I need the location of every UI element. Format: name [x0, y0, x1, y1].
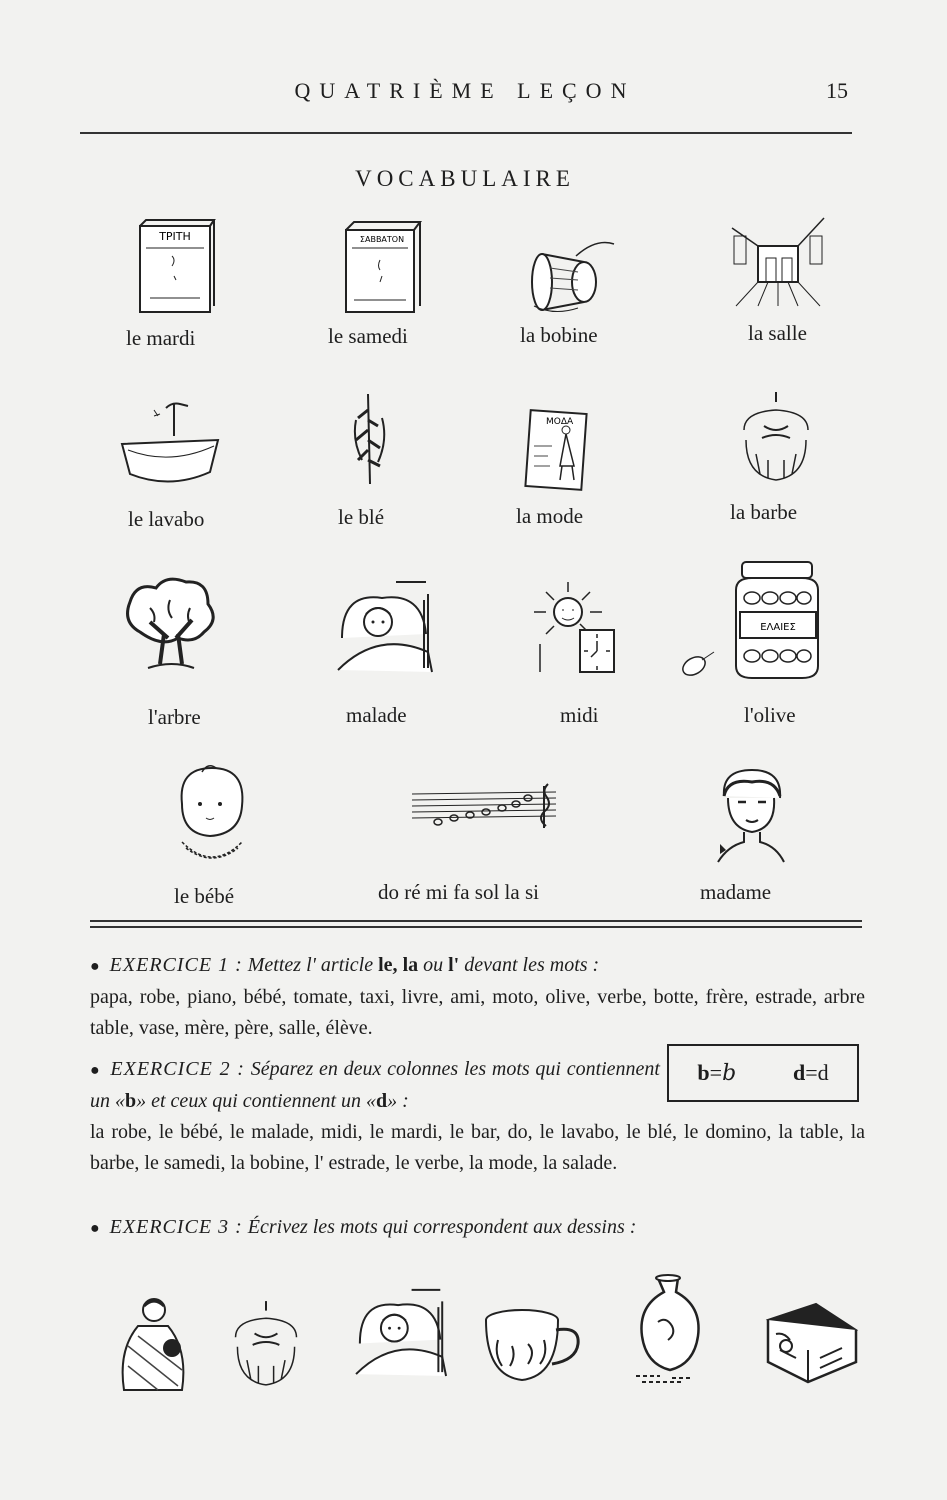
music-staff-icon — [408, 782, 560, 832]
exercise-3-instruction: ● EXERCICE 3 : Écrivez les mots qui correspondent aux dessins : — [90, 1216, 637, 1238]
magazine-label: ΜΟΔΑ — [546, 417, 574, 427]
section-rule-bottom — [90, 926, 862, 928]
exercise-3 — [90, 1212, 865, 1244]
exercise-2-instruction: ● EXERCICE 2 : Séparez en deux colonnes les mots qui contiennent un «b» et ceux qui contiennent un «d» : — [90, 1058, 660, 1112]
woman-icon — [714, 766, 788, 864]
exercise-1 — [90, 950, 865, 1044]
calendar-book-tuesday-icon — [132, 218, 218, 318]
beard-icon — [226, 1294, 306, 1392]
vocab-label-la-bobine: la bobine — [520, 323, 598, 347]
mother-with-baby-icon — [118, 1296, 192, 1396]
section-rule-top — [90, 920, 862, 922]
washbasin-icon — [118, 400, 222, 488]
calendar-book-saturday-icon — [338, 220, 424, 318]
fashion-magazine-icon — [522, 406, 590, 494]
vocab-label-le-bebe: le bébé — [174, 884, 235, 908]
sick-child-icon — [354, 1286, 450, 1376]
cup-icon — [482, 1306, 584, 1386]
book-label-saturday: ΣΑΒΒΑΤΟΝ — [359, 235, 405, 244]
letter-b-forms: b=b — [697, 1060, 737, 1086]
vocab-label-la-barbe: la barbe — [730, 500, 798, 524]
baby-icon — [172, 760, 248, 864]
vocab-label-midi: midi — [560, 703, 599, 727]
vase-icon — [632, 1274, 704, 1384]
vocab-label-le-mardi: le mardi — [126, 326, 196, 350]
vocab-label-solfege: do ré mi fa sol la si — [378, 880, 539, 904]
exercise-1-words: papa, robe, piano, bébé, tomate, taxi, livre, ami, moto, olive, verbe, botte, frère, estrade, arbre table, vase, mère, père, salle, élève. — [90, 986, 865, 1039]
vocab-label-madame: madame — [700, 880, 772, 904]
vocab-label-le-ble: le blé — [338, 505, 385, 529]
thread-spool-icon — [526, 232, 616, 312]
vocab-label-lolive: l'olive — [744, 703, 796, 727]
book-icon — [764, 1300, 860, 1386]
vocab-label-la-mode: la mode — [516, 504, 584, 528]
sick-child-icon — [336, 578, 436, 672]
sun-clock-icon — [530, 578, 620, 674]
vocab-label-larbre: l'arbre — [148, 705, 201, 729]
vocab-label-la-salle: la salle — [748, 321, 807, 345]
vocab-label-le-samedi: le samedi — [328, 324, 408, 348]
exercise-2-words: la robe, le bébé, le malade, midi, le mardi, le bar, do, le lavabo, le blé, le domino, la table, la barbe, le samedi, la bobine, l' estrade, le verbe, la mode, la salade. — [90, 1121, 865, 1174]
vocab-label-le-lavabo: le lavabo — [128, 507, 205, 531]
letter-d-forms: d=d — [792, 1060, 829, 1085]
page-number: 15 — [826, 78, 848, 103]
beard-icon — [734, 390, 818, 482]
vocab-label-malade: malade — [346, 703, 407, 727]
page-header-title: QUATRIÈME LEÇON — [294, 78, 636, 103]
tree-icon — [120, 578, 220, 674]
jar-label: ΕΛΑΙΕΣ — [760, 622, 796, 633]
vocabulary-title: VOCABULAIRE — [355, 166, 575, 191]
letter-forms-box — [667, 1044, 859, 1102]
wheat-icon — [348, 390, 394, 486]
header-rule — [80, 132, 852, 134]
olive-jar-icon — [676, 560, 826, 688]
exercise-1-instruction: ● EXERCICE 1 : Mettez l' article le, la ou l' devant les mots : — [90, 954, 600, 976]
room-icon — [728, 214, 828, 308]
book-label-tuesday: ΤΡΙΤΗ — [159, 230, 191, 243]
